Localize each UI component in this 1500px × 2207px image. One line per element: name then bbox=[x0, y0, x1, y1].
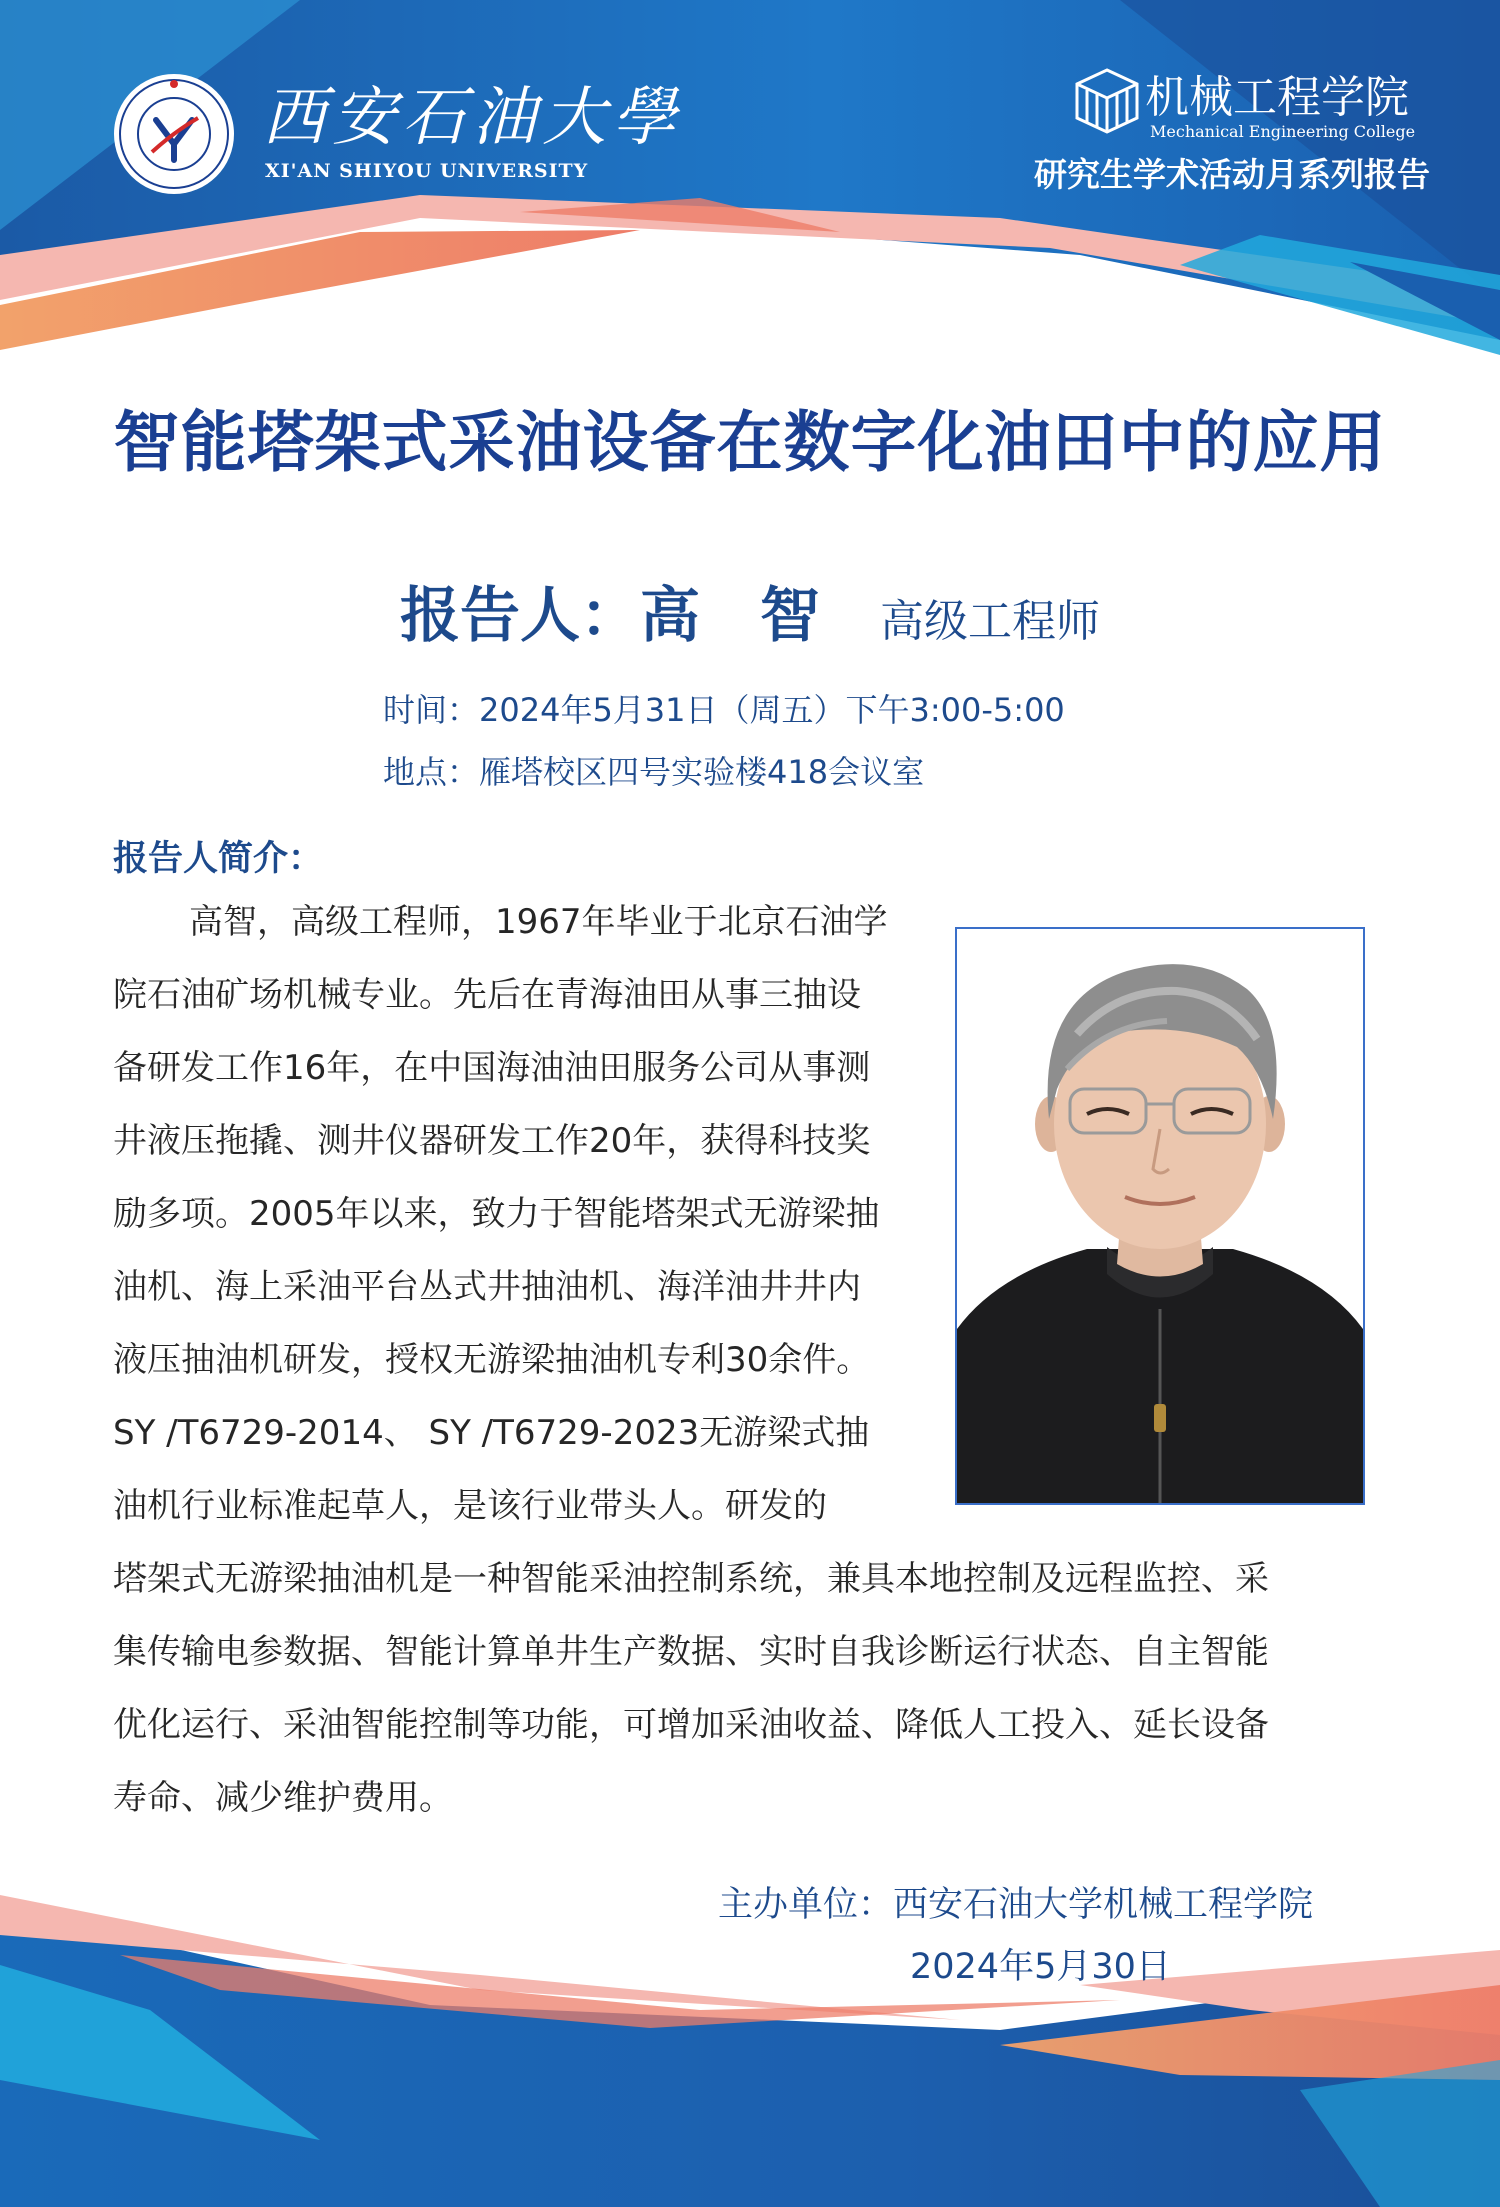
bio-line: 液压抽油机研发，授权无游梁抽油机专利30余件。 bbox=[113, 1340, 871, 1380]
speaker-name: 高智 bbox=[640, 581, 880, 651]
bio-line: 塔架式无游梁抽油机是一种智能采油控制系统，兼具本地控制及远程监控、采 bbox=[113, 1559, 1269, 1599]
bio-line: 油机行业标准起草人，是该行业带头人。研发的 bbox=[113, 1486, 827, 1526]
college-name-en: Mechanical Engineering College bbox=[1150, 122, 1416, 141]
bio-line: 院石油矿场机械专业。先后在青海油田从事三抽设 bbox=[113, 975, 861, 1015]
bio-line: 高智，高级工程师，1967年毕业于北京石油学 bbox=[189, 902, 888, 942]
issue-date: 2024年5月30日 bbox=[910, 1947, 1171, 1987]
lecture-location: 地点：雁塔校区四号实验楼418会议室 bbox=[383, 753, 925, 791]
bio-line: 励多项。2005年以来，致力于智能塔架式无游梁抽 bbox=[113, 1194, 880, 1234]
bio-line: 集传输电参数据、智能计算单井生产数据、实时自我诊断运行状态、自主智能 bbox=[113, 1632, 1269, 1672]
speaker-title: 高级工程师 bbox=[880, 596, 1100, 647]
sponsor: 主办单位：西安石油大学机械工程学院 bbox=[718, 1885, 1314, 1925]
speaker-label: 报告人： bbox=[400, 581, 640, 651]
speaker-row bbox=[0, 576, 1500, 671]
speaker-photo bbox=[955, 927, 1365, 1505]
bio-line: 寿命、减少维护费用。 bbox=[113, 1778, 453, 1818]
bio-line: 备研发工作16年，在中国海油油田服务公司从事测 bbox=[113, 1048, 871, 1088]
college-name-cn: 机械工程学院 bbox=[1145, 72, 1409, 123]
bio-line: 井液压拖撬、测井仪器研发工作20年，获得科技奖 bbox=[113, 1121, 871, 1161]
university-name-en: XI'AN SHIYOU UNIVERSITY bbox=[265, 160, 589, 182]
university-seal-icon bbox=[112, 72, 236, 196]
bio-heading: 报告人简介： bbox=[113, 839, 324, 879]
college-logo-icon bbox=[1073, 66, 1141, 136]
bio-line: 优化运行、采油智能控制等功能，可增加采油收益、降低人工投入、延长设备 bbox=[113, 1705, 1269, 1745]
lecture-title: 智能塔架式采油设备在数字化油田中的应用 bbox=[113, 404, 1387, 481]
series-title: 研究生学术活动月系列报告 bbox=[1034, 155, 1430, 194]
bio-line: SY /T6729-2014、 SY /T6729-2023无游梁式抽 bbox=[113, 1413, 870, 1453]
university-name-cn: 西安石油大學 bbox=[262, 81, 682, 155]
lecture-time: 时间：2024年5月31日（周五）下午3:00-5:00 bbox=[383, 691, 1065, 729]
bio-line: 油机、海上采油平台丛式井抽油机、海洋油井井内 bbox=[113, 1267, 861, 1307]
